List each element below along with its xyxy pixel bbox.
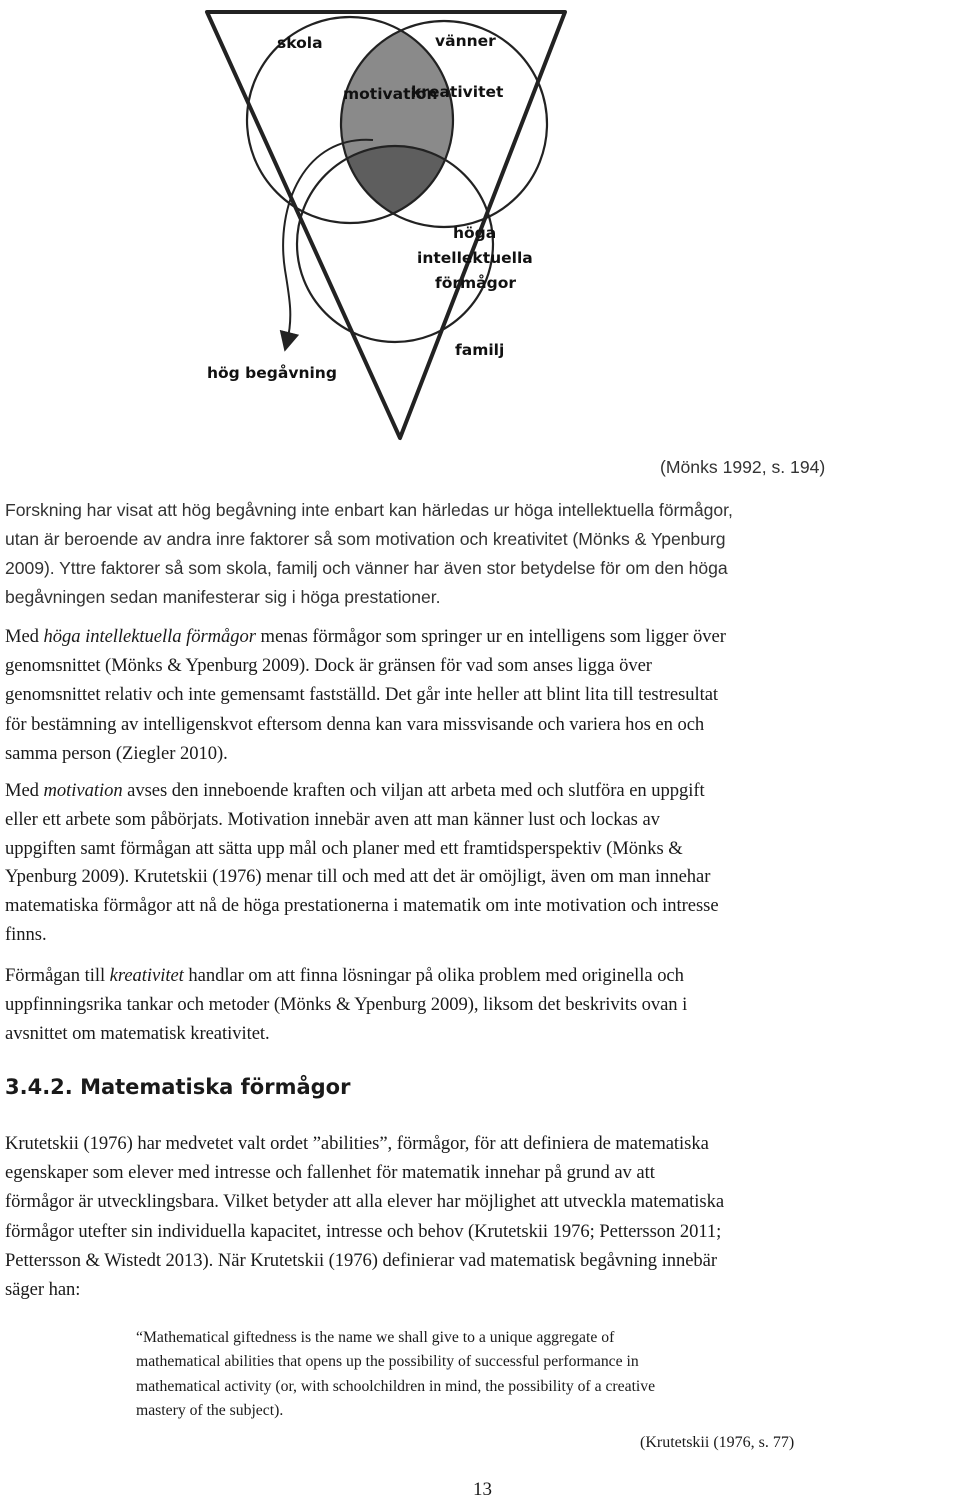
quote-citation: (Krutetskii (1976, s. 77)	[640, 1434, 795, 1451]
figure-caption: (Mönks 1992, s. 194)	[660, 457, 826, 477]
paragraph-2: Med höga intellektuella förmågor menas förmågor som springer ur en intelligens som ligger över genomsnittet (Mönks & Ypenburg 2009). Dock är gränsen för vad som anses ligga över genomsnittet relativ och inte gemensamt fastställd. Det går inte heller att blint lita till testresultat för bestämning av intelligenskvot eftersom denna kan vara missvisande och variera hos en och samma person (Ziegler 2010).	[5, 626, 726, 764]
label-familj: familj	[455, 341, 505, 359]
paragraph-4: Förmågan till kreativitet handlar om att finna lösningar på olika problem med originella och uppfinningsrika tankar och metoder (Mönks & Ypenburg 2009), liksom det beskrivits ovan i avsnittet om matematisk kreativitet.	[5, 965, 688, 1044]
label-hoga: höga	[453, 224, 497, 242]
section-paragraph: Krutetskii (1976) har medvetet valt ordet ”abilities”, förmågor, för att definiera de matematiska egenskaper som elever med intresse och fallenhet för matematik innehar på grund av att förmågor är utvecklingsbara. Vilket betyder att alla elever har möjlighet att utveckla matematiska förmågor utefter sin individuella kapacitet, intresse och behov (Krutetskii 1976; Pettersson 2011; Pettersson & Wistedt 2013). När Krutetskii (1976) definierar vad matematisk begåvning innebär säger han:	[5, 1133, 725, 1301]
label-motivation: motivation	[343, 85, 438, 103]
paragraph-3: Med motivation avses den inneboende kraften och viljan att arbeta med och slutföra en uppgift eller ett arbete som påbörjats. Motivation innebär aven att man känner lust och lockas av uppgiften samt förmågan att sätta upp mål och planer med ett framtidsperspektiv (Mönks & Ypenburg 2009). Krutetskii (1976) menar till och med att det är omöjligt, även om man innehar matematiska förmågor att nå de höga prestationerna i matematik om inte motivation och intresse finns.	[5, 780, 719, 945]
label-intellektuella: intellektuella	[417, 249, 533, 267]
term-motivation: motivation	[43, 780, 123, 801]
term-intellectual-abilities: höga intellektuella förmågor	[43, 626, 256, 647]
block-quote: “Mathematical giftedness is the name we shall give to a unique aggregate of mathematical abilities that opens up the possibility of successful performance in mathematical activity (or, with schoolchildren in mind, the possibility of a creative mastery of the subject).	[136, 1329, 656, 1420]
label-skola: skola	[277, 34, 323, 52]
page-number: 13	[473, 1479, 492, 1500]
label-kreativitet: kreativitet	[411, 83, 504, 101]
label-vanner: vänner	[435, 32, 496, 50]
term-kreativitet: kreativitet	[109, 965, 184, 986]
giftedness-triangle-diagram	[195, 0, 575, 450]
label-hog-begavning: hög begåvning	[207, 364, 337, 382]
paragraph-1: Forskning har visat att hög begåvning inte enbart kan härledas ur höga intellektuella förmågor, utan är beroende av andra inre faktorer så som motivation och kreativitet (Mönks & Ypenburg 2009). Yttre faktorer så som skola, familj och vänner har även stor betydelse för om den höga begåvningen sedan manifesterar sig i höga prestationer.	[5, 500, 733, 607]
section-heading: 3.4.2. Matematiska förmågor	[5, 1075, 351, 1099]
label-formagor: förmågor	[435, 274, 517, 292]
